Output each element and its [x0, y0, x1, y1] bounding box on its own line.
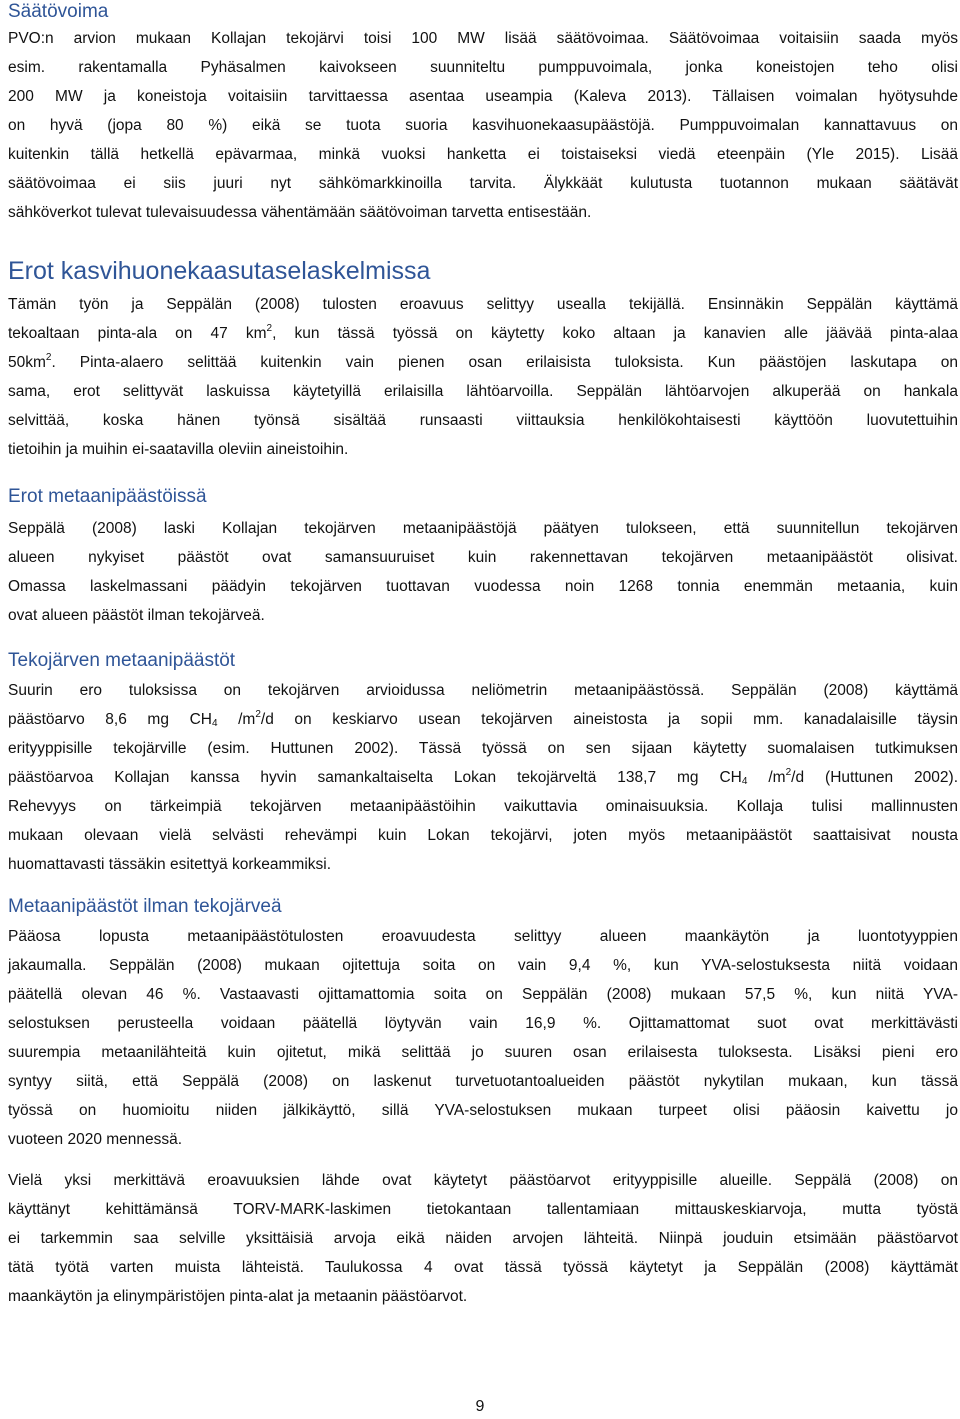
text-line: tätä työtä varten muista lähteistä. Taulukossa 4 ovat tässä työssä käytetyt ja Seppälän (2008) käyttämät: [8, 1259, 958, 1276]
section-heading-saatovoima: Säätövoima: [8, 1, 109, 22]
text-fragment: päästöarvoa Kollajan kanssa hyvin samankaltaiselta Lokan tekojärveltä 138,7 mg CH: [8, 769, 742, 786]
text-line: suurempia metaanilähteitä kuin ojitetut, mikä selittää jo suuren osan erilaisesta tuloksesta. Lisäksi pieni ero: [8, 1044, 958, 1061]
text-line: Omassa laskelmassani päädyin tekojärven tuottavan vuodessa noin 1268 tonnia enemmän metaania, kuin: [8, 578, 958, 595]
text-line: Rehevyys on tärkeimpiä tekojärven metaanipäästöihin vaikuttavia ominaisuuksia. Kollaja tulisi mallinnusten: [8, 798, 958, 815]
text-fragment: /m: [747, 769, 786, 786]
subscript: 4: [211, 718, 218, 729]
text-line: vuoteen 2020 mennessä.: [8, 1131, 183, 1148]
paragraph-metaani: [8, 514, 958, 630]
text-fragment: päästöarvo 8,6 mg CH: [8, 711, 212, 728]
text-fragment: tekoaltaan pinta-ala on 47 km: [8, 325, 267, 342]
text-line: käyttänyt kehittämänsä TORV-MARK-laskimen tietokantaan tallentamiaan mittauskeskiarvoja, mutta työstä: [8, 1201, 958, 1218]
text-line: Tämän työn ja Seppälän (2008) tulosten eroavuus selittyy usealla tekijällä. Ensinnäkin Seppälän käyttämä: [8, 296, 958, 313]
text-fragment: /d on keskiarvo usean tekojärven aineistosta ja sopii mm. kanadalaisille täysin: [260, 711, 958, 728]
text-line: tietoihin ja muihin ei-saatavilla oleviin aineistoihin.: [8, 441, 349, 458]
text-line: selvittää, koska hänen työnsä sisältää runsaasti viittauksia henkilökohtaisesti käyttöön luovutettuihin: [8, 412, 958, 429]
text-line: jakaumalla. Seppälän (2008) mukaan ojitettuja soita on vain 9,4 %, kun YVA-selostuksesta niitä voidaan: [8, 957, 958, 974]
text-line: huomattavasti tässäkin esitettyä korkeammiksi.: [8, 856, 332, 873]
text-line: selostuksen perusteella voidaan päätellä löytyvän vain 16,9 %. Ojittamattomat suot ovat merkittävästi: [8, 1015, 958, 1032]
superscript: 2: [266, 323, 273, 334]
text-fragment: /d (Huttunen 2002).: [791, 769, 958, 786]
text-line: [8, 319, 958, 348]
superscript: 2: [255, 709, 261, 720]
text-line: esim. rakentamalla Pyhäsalmen kaivokseen suunniteltu pumppuvoimala, jonka koneistojen teho olisi: [8, 59, 958, 76]
section-heading-kasvihuone: Erot kasvihuonekaasutaselaskelmissa: [8, 257, 431, 285]
text-line: [8, 348, 958, 377]
text-fragment: 50km: [8, 354, 46, 371]
text-line: [8, 705, 958, 734]
paragraph-saatovoima: [8, 24, 958, 227]
text-line: ovat alueen päästöt ilman tekojärveä.: [8, 607, 265, 624]
text-line: sähköverkot tulevat tulevaisuudessa vähentämään säätövoiman tarvetta entisestään.: [8, 204, 592, 221]
text-line: säätövoimaa ei siis juuri nyt sähkömarkkinoilla tarvita. Älykkäät kulutusta tuotannon mukaan säätävät: [8, 175, 958, 192]
text-line: syntyy siitä, että Seppälä (2008) on laskenut turvetuotantoalueiden päästöt nykytilan mukaan, kun tässä: [8, 1073, 958, 1090]
text-fragment: /m: [217, 711, 256, 728]
text-fragment: . Pinta-alaero selittää kuitenkin vain pienen osan erilaisista tuloksista. Kun päästöjen laskutapa on: [51, 354, 958, 371]
section-heading-ilman: Metaanipäästöt ilman tekojärveä: [8, 896, 282, 917]
paragraph-lisaksi: [8, 1166, 958, 1311]
text-line: työssä on huomioitu niiden jälkikäyttö, sillä YVA-selostuksen mukaan turpeet olisi pääosin kaivettu jo: [8, 1102, 958, 1119]
superscript: 2: [785, 767, 792, 778]
text-line: erityyppisille tekojärville (esim. Huttunen 2002). Tässä työssä on sen sijaan käytetty suomalaisen tutkimuksen: [8, 740, 958, 757]
text-line: Suurin ero tuloksissa on tekojärven arvioidussa neliömetrin metaanipäästössä. Seppälän (2008) käyttämä: [8, 682, 958, 699]
page-number: 9: [475, 1398, 485, 1415]
paragraph-kasvihuone: [8, 290, 958, 464]
text-line: Pääosa lopusta metaanipäästötulosten eroavuudesta selittyy alueen maankäytön ja luontotyyppien: [8, 928, 958, 945]
text-line: alueen nykyiset päästöt ovat samansuuruiset kuin rakennettavan tekojärven metaanipäästöt olisivat.: [8, 549, 958, 566]
document-page: [8, 0, 958, 1419]
paragraph-ilman: [8, 922, 958, 1154]
subscript: 4: [741, 776, 748, 787]
text-line: päätellä olevan 46 %. Vastaavasti ojittamattomia soita on Seppälän (2008) mukaan 57,5 %, kun niitä YVA-: [8, 986, 958, 1003]
text-line: Seppälä (2008) laski Kollajan tekojärven metaanipäästöjä päätyen tulokseen, että suunnitellun tekojärven: [8, 520, 958, 537]
paragraph-tekojarvi: [8, 676, 958, 879]
section-heading-tekojarvi: Tekojärven metaanipäästöt: [8, 650, 236, 671]
text-line: 200 MW ja koneistoja voitaisiin tarvittaessa asentaa useampia (Kaleva 2013). Tällaisen voimalan hyötysuhde: [8, 88, 958, 105]
text-line: Vielä yksi merkittävä eroavuuksien lähde ovat käytetyt päästöarvot erityyppisille alueille. Seppälä (2008) on: [8, 1172, 958, 1189]
text-fragment: , kun tässä työssä on käytetty koko altaan ja kanavien alle jäävää pinta-alaa: [272, 325, 958, 342]
text-line: [8, 763, 958, 792]
text-line: PVO:n arvion mukaan Kollajan tekojärvi toisi 100 MW lisää säätövoimaa. Säätövoimaa voitaisiin saada myös: [8, 30, 958, 47]
text-line: kuitenkin tällä hetkellä epävarmaa, minkä vuoksi hanketta ei toistaiseksi viedä eteenpäin (Yle 2015). Lisää: [8, 146, 958, 163]
text-line: mukaan olevaan vielä selvästi rehevämpi kuin Lokan tekojärvi, joten myös metaanipäästöt saattaisivat nousta: [8, 827, 958, 844]
superscript: 2: [45, 352, 52, 363]
text-line: maankäytön ja elinympäristöjen pinta-alat ja metaanin päästöarvot.: [8, 1288, 468, 1305]
text-line: sama, erot selittyvät laskuissa käytetyillä erilaisilla lähtöarvoilla. Seppälän lähtöarvojen alkuperää on hankala: [8, 383, 958, 400]
text-line: on hyvä (jopa 80 %) eikä se tuota suoria kasvihuonekaasupäästöjä. Pumppuvoimalan kannattavuus on: [8, 117, 958, 134]
section-heading-metaani: Erot metaanipäästöissä: [8, 486, 207, 507]
text-line: ei tarkemmin saa selville yksittäisiä arvoja eikä näiden arvojen lähteitä. Niinpä jouduin etsimään päästöarvot: [8, 1230, 958, 1247]
